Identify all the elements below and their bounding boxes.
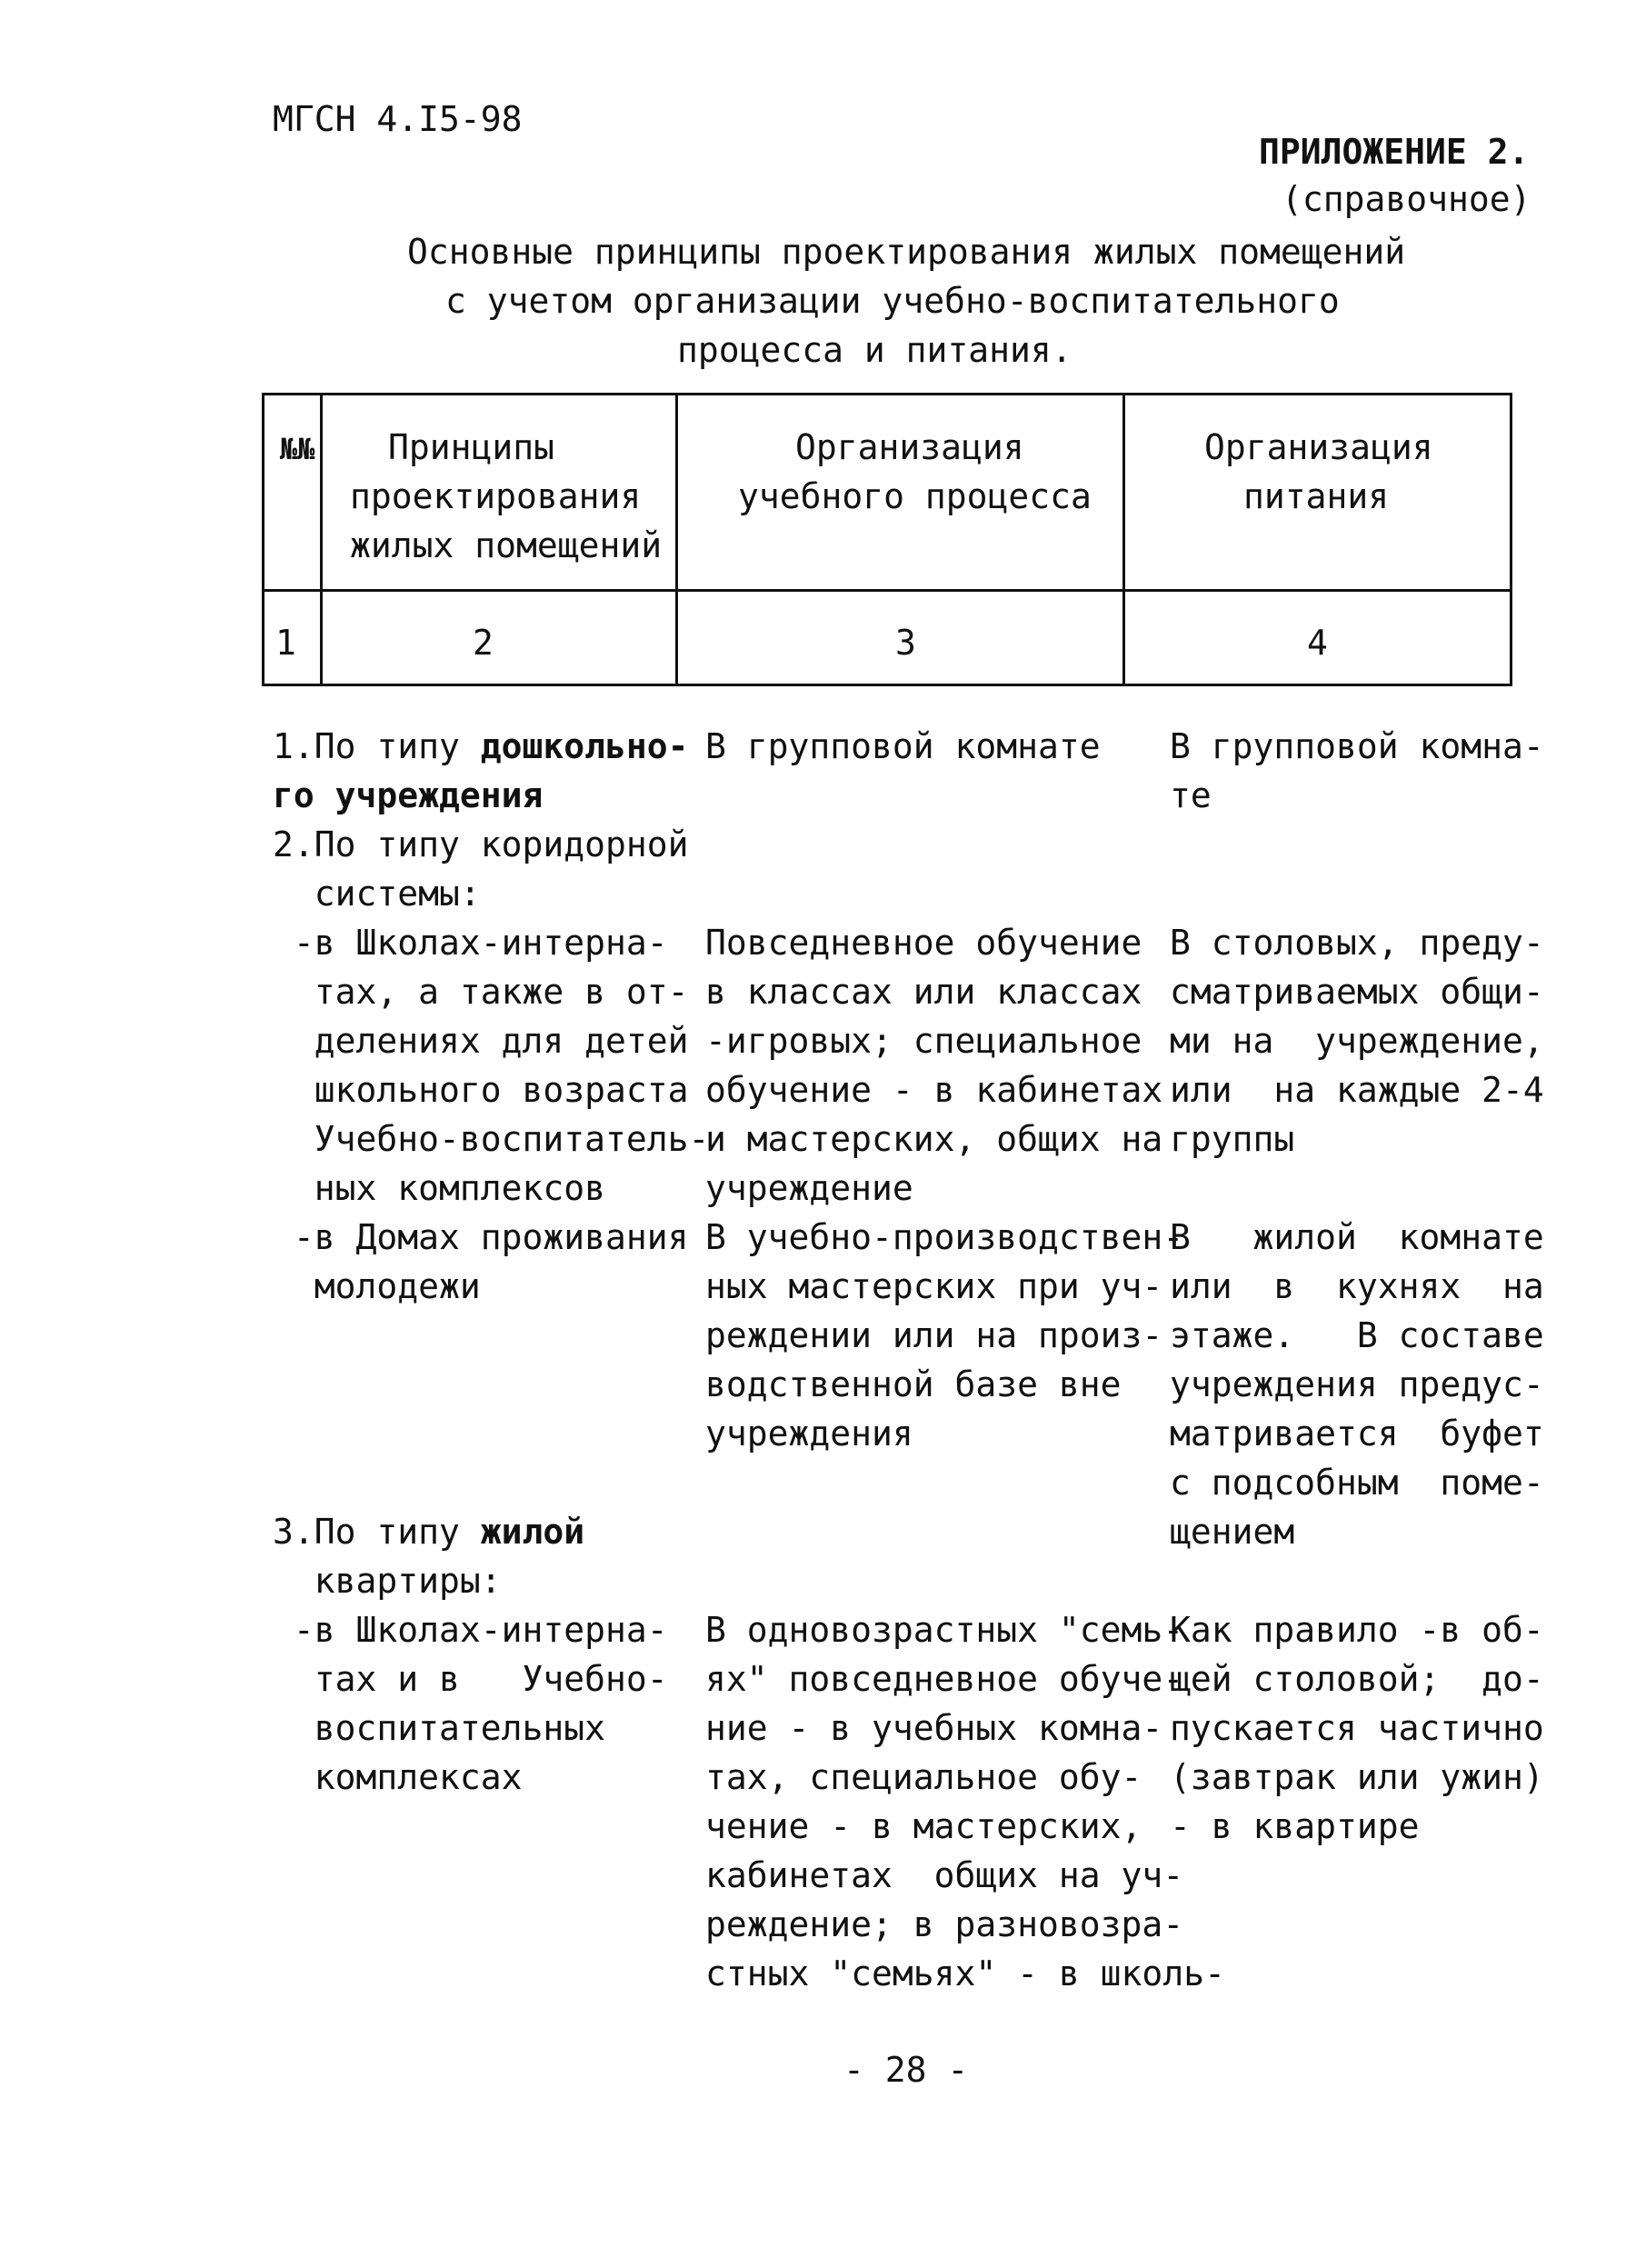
column-number-4: 4: [1307, 623, 1328, 663]
row-1-nutrition-line-1: В групповой комна-: [1170, 726, 1544, 766]
row-3a-process-line: кабинетах общих на уч-: [705, 1855, 1184, 1895]
row-3a-nutrition-line: - в квартире: [1170, 1806, 1420, 1846]
row-2a-principle: [273, 918, 709, 1213]
row-3a-nutrition-line: Как правило -в об-: [1170, 1610, 1544, 1650]
row-3-principle-line-2: квартиры:: [273, 1561, 502, 1601]
row-2b-principle-line: молодежи: [273, 1266, 481, 1306]
row-2a-nutrition-line: В столовых, преду-: [1170, 923, 1544, 963]
row-1-principle: [273, 722, 689, 820]
table-border-right: [1510, 393, 1512, 686]
row-2b-process-line: реждении или на произ-: [705, 1315, 1163, 1355]
row-2a-principle-line: делениях для детей: [273, 1021, 689, 1061]
table-bottom-rule: [262, 684, 1512, 686]
column-number-1: 1: [275, 623, 296, 663]
row-3a-process-line: стных "семьях" - в школь-: [705, 1953, 1225, 1993]
appendix-label: ПРИЛОЖЕНИЕ 2.: [1259, 132, 1530, 172]
row-3-principle: [273, 1507, 584, 1605]
row-3a-principle: [273, 1605, 668, 1802]
row-2b-nutrition: [1170, 1213, 1544, 1556]
row-2a-process-line: -игровых; специальное: [705, 1021, 1142, 1061]
row-3a-process-line: реждение; в разновозра-: [705, 1904, 1184, 1944]
row-2a-process-line: учреждение: [705, 1168, 913, 1208]
title-line-2: с учетом организации учебно-воспитательного: [445, 281, 1340, 321]
column-3-header-line-2: учебного процесса: [738, 476, 1092, 516]
column-number-2: 2: [473, 623, 494, 663]
row-2-principle: [273, 820, 689, 918]
row-2b-nutrition-line: учреждения предус-: [1170, 1364, 1544, 1404]
row-2a-process-line: обучение - в кабинетах: [705, 1070, 1163, 1110]
row-2a-principle-line: ных комплексов: [273, 1168, 606, 1208]
row-3-principle-bold: жилой: [480, 1512, 585, 1552]
row-2b-principle-line: -в Домах проживания: [273, 1217, 689, 1257]
row-3a-process-line: чение - в мастерских,: [705, 1806, 1142, 1846]
document-code: МГСН 4.I5-98: [273, 99, 523, 139]
row-2b-nutrition-line: В жилой комнате: [1170, 1217, 1544, 1257]
row-1-process: В групповой комнате: [705, 726, 1101, 766]
row-3a-nutrition-line: щей столовой; до-: [1170, 1659, 1544, 1699]
row-2b-process-line: ных мастерских при уч-: [705, 1266, 1163, 1306]
row-3a-process-line: ях" повседневное обуче-: [705, 1659, 1184, 1699]
column-2-header-line-3: жилых помещений: [350, 525, 663, 565]
row-3-principle-prefix: 3.По типу: [273, 1512, 481, 1552]
row-2a-principle-line: Учебно-воспитатель-: [273, 1119, 710, 1159]
row-2a-principle-line: -в Школах-интерна-: [273, 923, 668, 963]
row-3a-principle-line: тах и в Учебно-: [273, 1659, 668, 1699]
column-2-header-line-1: Принципы: [388, 427, 555, 467]
row-1-nutrition-line-2: те: [1170, 775, 1212, 815]
row-2a-principle-line: тах, а также в от-: [273, 972, 689, 1012]
row-3a-principle-line: -в Школах-интерна-: [273, 1610, 668, 1650]
row-2b-process-line: В учебно-производствен-: [705, 1217, 1184, 1257]
row-2a-nutrition-line: ми на учреждение,: [1170, 1021, 1544, 1061]
column-4-header-line-1: Организация: [1204, 427, 1433, 467]
row-2b-nutrition-line: или в кухнях на: [1170, 1266, 1544, 1306]
row-2a-process-line: Повседневное обучение: [705, 923, 1142, 963]
row-3a-nutrition: [1170, 1605, 1544, 1851]
row-2a-process-line: и мастерских, общих на: [705, 1119, 1163, 1159]
row-2a-nutrition-line: или на каждые 2-4: [1170, 1070, 1544, 1110]
row-1-principle-line-2: го учреждения: [273, 775, 544, 815]
column-number-3: 3: [895, 623, 916, 663]
table-top-rule: [262, 393, 1512, 395]
title-line-1: Основные принципы проектирования жилых помещений: [407, 232, 1406, 272]
row-2b-process-line: учреждения: [705, 1414, 913, 1454]
row-2-principle-line-1: 2.По типу коридорной: [273, 824, 689, 864]
row-2a-nutrition-line: сматриваемых общи-: [1170, 972, 1544, 1012]
row-2a-principle-line: школьного возраста: [273, 1070, 689, 1110]
table-border-left: [262, 393, 264, 686]
column-number-header: №№: [280, 432, 315, 466]
row-3a-nutrition-line: пускается частично: [1170, 1708, 1544, 1748]
title-line-3: процесса и питания.: [677, 330, 1072, 370]
table-mid-rule: [262, 589, 1512, 592]
row-2a-nutrition-line: группы: [1170, 1119, 1295, 1159]
table-divider-1: [320, 393, 323, 686]
table-divider-3: [1122, 393, 1125, 686]
row-2b-nutrition-line: матривается буфет: [1170, 1414, 1544, 1454]
appendix-type: (справочное): [1282, 179, 1531, 219]
row-3a-nutrition-line: (завтрак или ужин): [1170, 1757, 1544, 1797]
row-2b-nutrition-line: с подсобным поме-: [1170, 1463, 1544, 1503]
row-2b-process-line: водственной базе вне: [705, 1364, 1122, 1404]
row-1-principle-prefix: 1.По типу: [273, 726, 481, 766]
row-3a-process-line: ние - в учебных комна-: [705, 1708, 1163, 1748]
row-2-principle-line-2: системы:: [273, 874, 481, 914]
row-2a-process-line: в классах или классах: [705, 972, 1142, 1012]
column-2-header-line-2: проектирования: [350, 476, 642, 516]
row-2b-principle: [273, 1213, 689, 1311]
column-3-header-line-1: Организация: [795, 427, 1024, 467]
row-1-principle-bold: дошкольно-: [480, 726, 689, 766]
row-2b-process: [705, 1213, 1183, 1458]
page-number: - 28 -: [843, 2050, 969, 2090]
row-3a-principle-line: воспитательных: [273, 1708, 606, 1748]
row-2a-process: [705, 918, 1162, 1213]
row-2b-nutrition-line: этаже. В составе: [1170, 1315, 1544, 1355]
column-4-header-line-2: питания: [1243, 476, 1390, 516]
row-3a-process-line: В одновозрастных "семь-: [705, 1610, 1184, 1650]
row-2a-nutrition: [1170, 918, 1544, 1164]
row-3a-principle-line: комплексах: [273, 1757, 523, 1797]
row-2b-nutrition-line: щением: [1170, 1512, 1295, 1552]
row-1-nutrition: [1170, 722, 1544, 820]
row-3a-process-line: тах, специальное обу-: [705, 1757, 1142, 1797]
table-divider-2: [675, 393, 678, 686]
row-3a-process: [705, 1605, 1225, 1998]
